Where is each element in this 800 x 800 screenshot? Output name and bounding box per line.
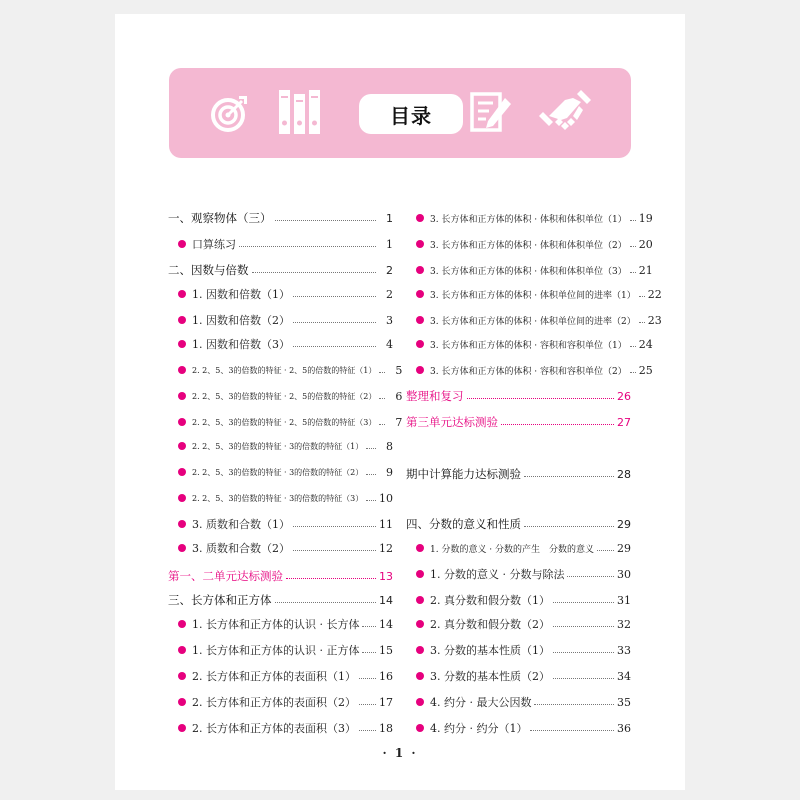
bullet-icon: [178, 240, 186, 248]
toc-entry-label: 第三单元达标测验: [406, 415, 498, 429]
toc-page-number: 36: [617, 721, 631, 735]
toc-entry-label: 3. 长方体和正方体的体积 · 容积和容积单位（1）: [430, 340, 627, 351]
dot-leader: [366, 499, 376, 501]
toc-section-entry[interactable]: [406, 386, 631, 406]
toc-entry-label: 2. 2、5、3的倍数的特征 · 3的倍数的特征（3）: [192, 493, 364, 503]
toc-entry-label: 第一、二单元达标测验: [168, 569, 283, 583]
bullet-icon: [416, 290, 424, 298]
toc-page-number: 13: [379, 569, 393, 583]
toc-entry-label: 期中计算能力达标测验: [406, 467, 521, 481]
toc-entry-label: 2. 2、5、3的倍数的特征 · 2、5的倍数的特征（2）: [192, 391, 377, 401]
bullet-icon: [178, 442, 186, 450]
document-pen-icon: [469, 90, 515, 136]
toc-entry[interactable]: [406, 334, 653, 354]
dot-leader: [553, 601, 614, 603]
bullet-icon: [416, 596, 424, 604]
bullet-icon: [416, 620, 424, 628]
toc-entry[interactable]: [406, 590, 631, 610]
toc-page-number: 25: [638, 363, 653, 377]
bullet-icon: [416, 698, 424, 706]
toc-page-number: 30: [617, 567, 631, 581]
toc-entry[interactable]: [406, 666, 631, 686]
toc-entry-label: 2. 长方体和正方体的表面积（2）: [192, 696, 356, 709]
toc-entry-label: 3. 长方体和正方体的体积 · 体积和体积单位（2）: [430, 240, 627, 251]
toc-entry[interactable]: [168, 640, 393, 660]
toc-page-number: 6: [395, 389, 403, 403]
toc-entry-label: 4. 约分 · 最大公因数: [430, 696, 532, 709]
toc-entry-label: 2. 2、5、3的倍数的特征 · 3的倍数的特征（2）: [192, 467, 364, 477]
toc-page-number: 4: [386, 337, 393, 351]
toc-entry[interactable]: [168, 488, 393, 508]
toc-entry-label: 3. 质数和合数（1）: [192, 518, 290, 531]
bullet-icon: [178, 520, 186, 528]
target-icon: [209, 92, 251, 134]
bullet-icon: [416, 570, 424, 578]
toc-page-number: 16: [379, 669, 393, 683]
toc-entry[interactable]: [168, 462, 393, 482]
toc-section-entry[interactable]: [168, 590, 393, 610]
dot-leader: [379, 371, 385, 373]
toc-entry-label: 1. 分数的意义 · 分数与除法: [430, 568, 565, 581]
toc-page-number: 2: [386, 263, 393, 277]
toc-entry-label: 1. 长方体和正方体的认识 · 正方体: [192, 644, 360, 657]
dot-leader: [639, 321, 645, 323]
dot-leader: [630, 371, 636, 373]
dot-leader: [639, 295, 645, 297]
toc-entry[interactable]: [168, 514, 393, 534]
toc-entry[interactable]: [406, 284, 662, 304]
toc-entry-label: 1. 因数和倍数（2）: [192, 314, 290, 327]
dot-leader: [630, 345, 636, 347]
bullet-icon: [178, 340, 186, 348]
toc-entry[interactable]: [168, 386, 403, 406]
toc-page-number: 15: [379, 643, 393, 657]
toc-entry-label: 2. 真分数和假分数（2）: [430, 618, 550, 631]
toc-page-number: 1: [386, 211, 393, 225]
toc-page-number: 31: [617, 593, 631, 607]
toc-entry[interactable]: [168, 360, 403, 380]
dot-leader: [252, 271, 377, 273]
toc-entry-label: 3. 长方体和正方体的体积 · 体积单位间的进率（2）: [430, 316, 636, 327]
toc-page-number: 19: [638, 211, 653, 225]
bullet-icon: [416, 366, 424, 374]
toc-section-entry[interactable]: [168, 260, 393, 280]
toc-entry[interactable]: [406, 614, 631, 634]
toc-section-entry[interactable]: [168, 208, 393, 228]
toc-page-number: 21: [638, 263, 653, 277]
toc-entry[interactable]: [406, 260, 653, 280]
dot-leader: [366, 447, 376, 449]
bullet-icon: [178, 418, 186, 426]
toc-entry-label: 1. 因数和倍数（3）: [192, 338, 290, 351]
dot-leader: [379, 397, 385, 399]
toc-entry[interactable]: [168, 284, 393, 304]
dot-leader: [630, 219, 636, 221]
bullet-icon: [178, 698, 186, 706]
toc-page-number: 1: [386, 237, 393, 251]
toc-entry[interactable]: [406, 640, 631, 660]
toc-page-number: 9: [386, 465, 393, 479]
toc-entry-label: 3. 长方体和正方体的体积 · 体积单位间的进率（1）: [430, 290, 636, 301]
toc-entry[interactable]: [168, 692, 393, 712]
dot-leader: [359, 703, 376, 705]
dot-leader: [567, 575, 614, 577]
dot-leader: [553, 651, 614, 653]
toc-entry[interactable]: [406, 208, 653, 228]
toc-page-number: 27: [617, 415, 631, 429]
toc-entry-label: 3. 长方体和正方体的体积 · 体积和体积单位（1）: [430, 214, 627, 225]
toc-section-entry[interactable]: [406, 412, 631, 432]
toc-entry[interactable]: [168, 234, 393, 254]
toc-entry[interactable]: [406, 360, 653, 380]
bullet-icon: [416, 266, 424, 274]
page-number: · 1 ·: [382, 746, 418, 760]
toc-page-number: 32: [617, 617, 631, 631]
toc-entry-label: 1. 因数和倍数（1）: [192, 288, 290, 301]
toc-page-number: 18: [379, 721, 393, 735]
bullet-icon: [178, 468, 186, 476]
dot-leader: [501, 423, 614, 425]
toc-page-number: 2: [386, 287, 393, 301]
toc-page-number: 29: [617, 517, 631, 531]
toc-entry[interactable]: [168, 412, 403, 432]
dot-leader: [630, 245, 636, 247]
toc-page-number: 3: [386, 313, 393, 327]
toc-page-number: 10: [379, 491, 393, 505]
toc-entry[interactable]: [168, 310, 393, 330]
dot-leader: [359, 677, 376, 679]
toc-entry-label: 2. 2、5、3的倍数的特征 · 2、5的倍数的特征（1）: [192, 365, 377, 375]
bullet-icon: [178, 392, 186, 400]
toc-entry[interactable]: [168, 718, 393, 738]
dot-leader: [597, 549, 614, 551]
toc-entry-label: 3. 长方体和正方体的体积 · 容积和容积单位（2）: [430, 366, 627, 377]
toc-entry-label: 四、分数的意义和性质: [406, 517, 521, 531]
dot-leader: [467, 397, 615, 399]
toc-entry[interactable]: [406, 234, 653, 254]
toc-page-number: 8: [386, 439, 393, 453]
dot-leader: [275, 219, 377, 221]
toc-entry[interactable]: [406, 564, 631, 584]
toc-entry[interactable]: [168, 614, 393, 634]
bullet-icon: [416, 240, 424, 248]
toc-entry[interactable]: [406, 538, 631, 558]
dot-leader: [286, 577, 376, 579]
toc-section-entry[interactable]: [406, 464, 631, 484]
dot-leader: [293, 525, 376, 527]
bullet-icon: [416, 544, 424, 552]
dot-leader: [293, 345, 376, 347]
dot-leader: [553, 625, 614, 627]
toc-entry-label: 2. 真分数和假分数（1）: [430, 594, 550, 607]
toc-entry-label: 一、观察物体（三）: [168, 211, 272, 225]
toc-entry-label: 2. 2、5、3的倍数的特征 · 3的倍数的特征（1）: [192, 441, 364, 451]
toc-page-number: 17: [379, 695, 393, 709]
toc-entry[interactable]: [406, 310, 662, 330]
document-page: [115, 14, 685, 790]
toc-entry-label: 2. 2、5、3的倍数的特征 · 2、5的倍数的特征（3）: [192, 417, 377, 427]
toc-entry-label: 1. 长方体和正方体的认识 · 长方体: [192, 618, 360, 631]
toc-section-entry[interactable]: [168, 566, 393, 586]
toc-entry[interactable]: [168, 538, 393, 558]
toc-entry-label: 三、长方体和正方体: [168, 593, 272, 607]
dot-leader: [293, 549, 376, 551]
dot-leader: [293, 295, 376, 297]
bullet-icon: [178, 724, 186, 732]
toc-page-number: 28: [617, 467, 631, 481]
toc-entry-label: 2. 长方体和正方体的表面积（3）: [192, 722, 356, 735]
bullet-icon: [178, 494, 186, 502]
toc-page-number: 23: [647, 313, 662, 327]
dot-leader: [362, 651, 376, 653]
dot-leader: [362, 625, 376, 627]
dot-leader: [530, 729, 614, 731]
toc-entry[interactable]: [406, 692, 631, 712]
binders-icon: [277, 88, 323, 136]
toc-page-number: 35: [617, 695, 631, 709]
bullet-icon: [416, 340, 424, 348]
toc-page-number: 34: [617, 669, 631, 683]
toc-section-entry[interactable]: [406, 514, 631, 534]
toc-page-number: 26: [617, 389, 631, 403]
page-title: 目录: [359, 94, 463, 134]
bullet-icon: [178, 366, 186, 374]
bullet-icon: [416, 646, 424, 654]
header-banner: [169, 68, 631, 158]
toc-page-number: 14: [379, 617, 393, 631]
dot-leader: [630, 271, 636, 273]
toc-entry[interactable]: [168, 334, 393, 354]
toc-entry[interactable]: [406, 718, 631, 738]
dot-leader: [239, 245, 376, 247]
toc-page-number: 20: [638, 237, 653, 251]
toc-entry-label: 2. 长方体和正方体的表面积（1）: [192, 670, 356, 683]
dot-leader: [275, 601, 377, 603]
toc-entry-label: 4. 约分 · 约分（1）: [430, 722, 528, 735]
toc-entry[interactable]: [168, 666, 393, 686]
bullet-icon: [178, 544, 186, 552]
toc-page-number: 29: [617, 541, 631, 555]
toc-entry-label: 3. 分数的基本性质（2）: [430, 670, 550, 683]
bullet-icon: [178, 620, 186, 628]
toc-page-number: 7: [395, 415, 403, 429]
dot-leader: [379, 423, 385, 425]
bullet-icon: [416, 316, 424, 324]
toc-entry-label: 整理和复习: [406, 389, 464, 403]
toc-page-number: 11: [379, 517, 393, 531]
bullet-icon: [178, 290, 186, 298]
bullet-icon: [416, 214, 424, 222]
toc-entry-label: 3. 质数和合数（2）: [192, 542, 290, 555]
bullet-icon: [178, 316, 186, 324]
toc-entry-label: 3. 长方体和正方体的体积 · 体积和体积单位（3）: [430, 266, 627, 277]
dot-leader: [524, 525, 614, 527]
handshake-icon: [537, 86, 593, 136]
dot-leader: [534, 703, 614, 705]
toc-page-number: 12: [379, 541, 393, 555]
toc-page-number: 14: [379, 593, 393, 607]
bullet-icon: [178, 646, 186, 654]
toc-entry[interactable]: [168, 436, 393, 456]
dot-leader: [366, 473, 376, 475]
toc-entry-label: 二、因数与倍数: [168, 263, 249, 277]
toc-page-number: 5: [395, 363, 403, 377]
toc-entry-label: 3. 分数的基本性质（1）: [430, 644, 550, 657]
dot-leader: [553, 677, 614, 679]
dot-leader: [359, 729, 376, 731]
toc-entry-label: 1. 分数的意义 · 分数的产生 分数的意义: [430, 544, 595, 555]
bullet-icon: [178, 672, 186, 680]
bullet-icon: [416, 724, 424, 732]
toc-page-number: 33: [617, 643, 631, 657]
toc-page-number: 22: [647, 287, 662, 301]
dot-leader: [524, 475, 614, 477]
toc-entry-label: 口算练习: [192, 238, 236, 251]
dot-leader: [293, 321, 376, 323]
bullet-icon: [416, 672, 424, 680]
toc-page-number: 24: [638, 337, 653, 351]
